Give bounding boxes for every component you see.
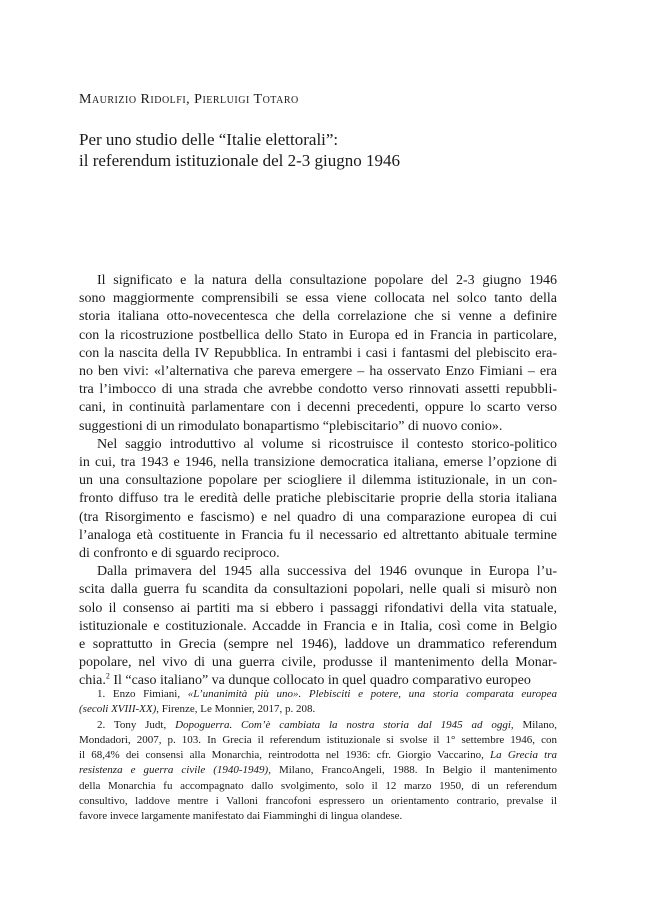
title-line-1: Per uno studio delle “Italie elettorali”: (79, 130, 339, 149)
paragraph-line: storia italiana otto-novecentesca che della correlazione che si venne a definire (79, 309, 557, 325)
paragraph-line: e soprattutto in Grecia (sempre nel 1946), laddove un drammatico referendum (79, 637, 557, 653)
footnotes (79, 687, 557, 825)
footnote-1-line: 1. Enzo Fimiani, «L’unanimità più uno». Plebisciti e potere, una storia comparata europea (97, 688, 558, 700)
footnote-2-line: consultivo, laddove mentre i Valloni francofoni espressero un orientamento contrario, prevalse il (79, 795, 557, 808)
paragraph-line: Il significato e la natura della consultazione popolare del 2-3 giugno 1946 (97, 273, 557, 288)
paragraph-line: scita dalla guerra fu scandita da consultazioni popolari, nelle quali si misurò non (79, 582, 557, 598)
chapter-title (79, 129, 579, 171)
footnote-1-line: (secoli XVIII-XX), Firenze, Le Monnier, 2017, p. 208. (79, 703, 316, 716)
paragraph-line: di confronto e di sguardo reciproco. (79, 546, 280, 562)
paragraph (79, 272, 557, 436)
body-text (79, 272, 557, 691)
paragraph-line: fronto diffuso tra le eredità delle pratiche plebiscitarie proprie della storia italiana (79, 491, 557, 507)
paragraph-line: sono maggiormente comprensibili se essa viene collocata nel solco tanto della (79, 291, 557, 307)
paragraph-line: con la nascita della IV Repubblica. In entrambi i casi i fantasmi del plebiscito era- (79, 345, 557, 361)
footnote-2-line: il 68,4% dei consensi alla Monarchia, reintrodotta nel 1936: cfr. Giorgio Vaccarino, La Grecia tra (79, 749, 558, 762)
paragraph-line: con la ricostruzione postbellica dello Stato in Europa ed in Francia in particolare, (79, 327, 557, 343)
paragraph-line: Nel saggio introduttivo al volume si ricostruisce il contesto storico-politico (97, 436, 557, 452)
authors (79, 92, 299, 108)
footnote-2-line: 2. Tony Judt, Dopoguerra. Com’è cambiata la nostra storia dal 1945 ad oggi, Milano, (97, 718, 557, 731)
footnote-2-line: Mondadori, 2007, p. 103. In Grecia il referendum istituzionale si svolse il 1° settembre 1946, con (79, 733, 557, 746)
footnote-2-line: della Monarchia fu accompagnato dallo svolgimento, solo il 12 marzo 1950, di un referendum (79, 779, 557, 792)
paragraph (79, 436, 557, 563)
paragraph-line: solo il consenso ai partiti ma si ebbero i passaggi rifondativi della vita statuale, (79, 600, 557, 616)
footnote-ref[interactable]: 2 (105, 671, 110, 681)
paragraph-line: Dalla primavera del 1945 alla successiva del 1946 ovunque in Europa l’u- (97, 564, 557, 580)
paragraph-line: suggestioni di un rimodulato bonapartismo “plebiscitario” di nuovo conio». (79, 418, 503, 434)
paragraph-line: (tra Risorgimento e fascismo) e nel quadro di una comparazione europea di cui (79, 509, 557, 525)
paragraph-line: istituzionale e costituzionale. Accadde in Francia e in Italia, così come in Belgio (79, 618, 557, 634)
authors-text: Maurizio Ridolfi, Pierluigi Totaro (79, 92, 299, 107)
paragraph-line: cani, in continuità parlamentare con i decenni precedenti, oppure lo scarto verso (79, 400, 557, 416)
paragraph-line: chia.$^2$ Il “caso italiano” va dunque collocato in quel quadro comparativo europeo (79, 671, 531, 689)
paragraph-line: no ben vivi: «l’alternativa che pareva emergere – ha osservato Enzo Fimiani – era (79, 364, 557, 380)
paragraph (79, 563, 557, 690)
footnote-2-line: favore invece largamente manifestato dai Fiamminghi di lingua olandese. (79, 810, 403, 823)
paragraph-line: l’analoga età costituente in Francia fu il necessario ed altrettanto abituale termine (79, 527, 557, 543)
paragraph-line: un una consultazione popolare per sciogliere il dilemma istituzionale, in un con- (79, 473, 557, 489)
paragraph-line: tra l’imbocco di una strada che avrebbe condotto verso rinnovati assetti repubbli- (79, 382, 557, 398)
title-line-2: il referendum istituzionale del 2-3 giugno 1946 (79, 151, 401, 170)
paragraph-line: in cui, tra 1943 e 1946, nella transizione democratica italiana, emerse l’opzione di (79, 455, 557, 471)
footnote-2-line: resistenza e guerra civile (1940-1949), Milano, FrancoAngeli, 1988. In Belgio il mantenimento (79, 764, 557, 777)
paragraph-line: popolare, nel vivo di una guerra civile, produsse il mantenimento della Monar- (79, 655, 557, 671)
